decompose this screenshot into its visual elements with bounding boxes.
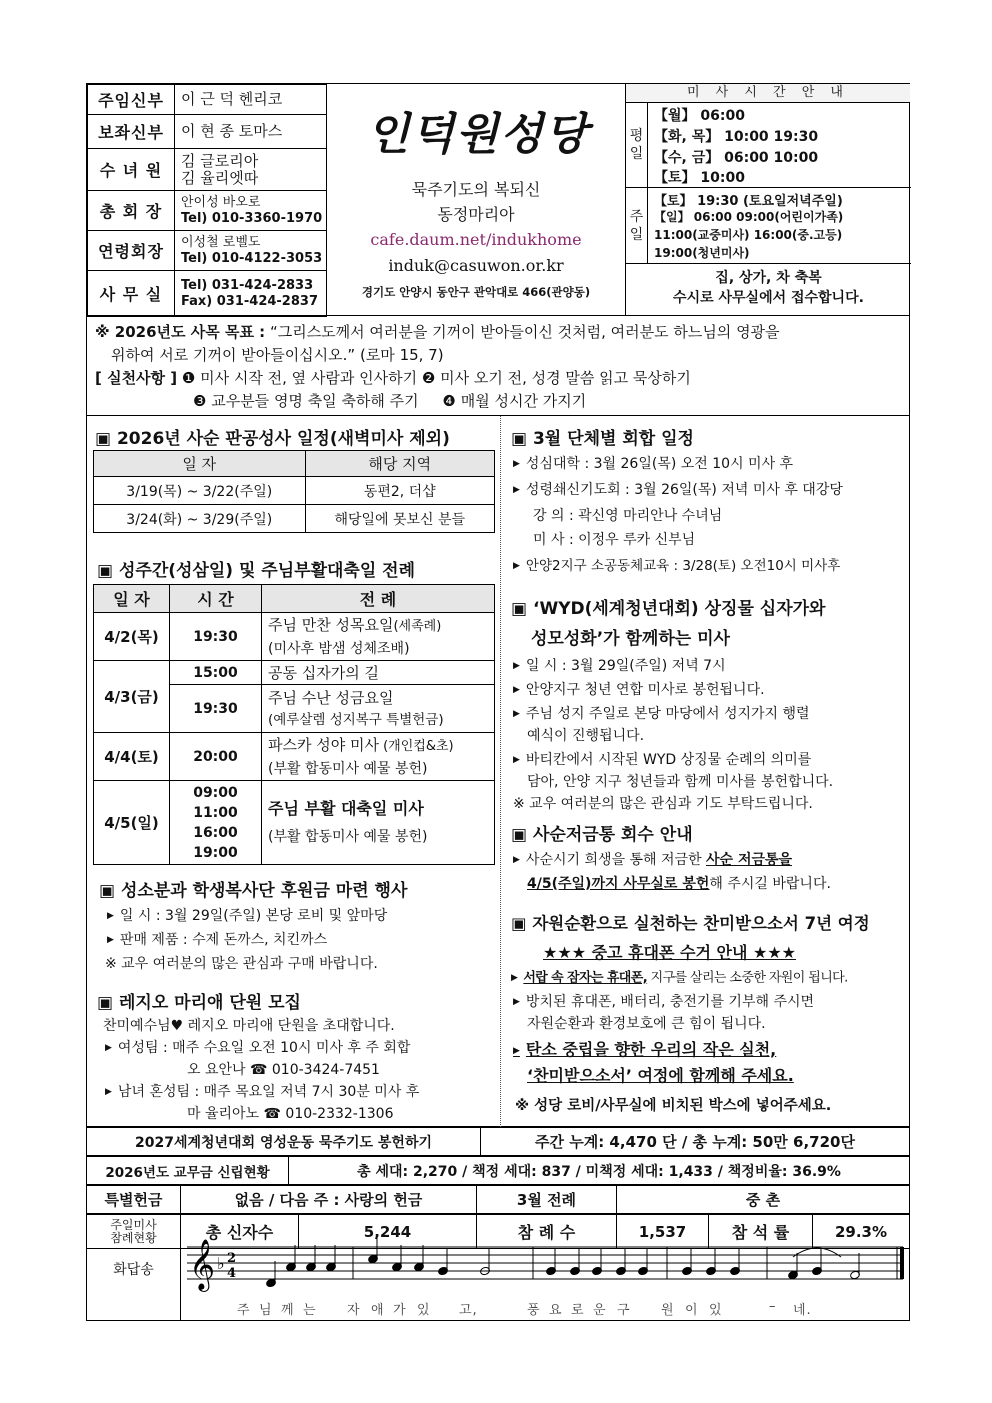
staff-name: 이 현 종 토마스 bbox=[175, 115, 327, 149]
patron-line: 동정마리아 bbox=[437, 205, 515, 224]
staff-phone: Tel) 010-3360-1970 bbox=[181, 210, 323, 226]
lyric-syllable: 있 bbox=[709, 1303, 723, 1318]
cafe-link[interactable]: cafe.daum.net/indukhome bbox=[370, 230, 582, 249]
lyric-syllable: 는 bbox=[303, 1303, 317, 1318]
offering-value: 없음 / 다음 주 : 사랑의 헌금 bbox=[181, 1186, 477, 1214]
rate-label: 참 석 률 bbox=[709, 1215, 813, 1249]
liturgy-note: (개인컵&초) bbox=[378, 738, 454, 754]
bullet-icon: ▶ bbox=[107, 935, 114, 945]
lyric-syllable: 주 bbox=[237, 1303, 251, 1318]
mass-row: 【토】 19:30 (토요일저녁주일) bbox=[654, 194, 843, 209]
bullet-icon: ▶ bbox=[513, 855, 520, 865]
liturgy-note: (미사후 밤샘 성체조배) bbox=[268, 640, 410, 657]
date-cell: 4/4(토) bbox=[94, 733, 170, 781]
holyweek-title: ▣ 성주간(성삼일) 및 주님부활대축일 전례 bbox=[97, 561, 416, 581]
svg-text:4: 4 bbox=[227, 1266, 237, 1281]
wyd-item: 담아, 안양 지구 청년들과 함께 미사를 봉헌합니다. bbox=[527, 774, 834, 790]
phone-title: ▣ 자원순환으로 실천하는 찬미받으소서 7년 여정 bbox=[511, 914, 870, 933]
mass-row: 19:00(청년미사) bbox=[654, 246, 750, 260]
mass-title: 미 사 시 간 안 내 bbox=[626, 84, 910, 103]
staff-role: 보좌신부 bbox=[88, 115, 175, 149]
confession-table bbox=[93, 450, 495, 533]
lyric-syllable: 자 bbox=[347, 1303, 361, 1318]
wyd-item: 주님 성지 주일로 본당 마당에서 성지가지 행렬 bbox=[525, 706, 810, 722]
table-cell: 해당일에 못보신 분들 bbox=[305, 505, 494, 533]
phone-note: ※ 성당 로비/사무실에 비치된 박스에 넣어주세요. bbox=[515, 1098, 832, 1114]
march-item: 성심대학 : 3월 26일(목) 오전 10시 미사 후 bbox=[525, 456, 794, 472]
bullet-icon: ▶ bbox=[105, 1087, 112, 1097]
goal-text: 위하여 서로 기꺼이 받아들이십시오.” (로마 15, 7) bbox=[111, 346, 444, 364]
phone-text: 방치된 휴대폰, 배터리, 충전기를 기부해 주시면 bbox=[525, 994, 815, 1010]
header bbox=[86, 83, 910, 316]
blessing-line: 집, 상가, 차 축복 bbox=[715, 270, 822, 286]
staff-phone: Tel) 010-4122-3053 bbox=[181, 250, 323, 266]
church-info bbox=[327, 84, 625, 316]
bullet-icon: ▶ bbox=[513, 561, 520, 571]
mass-row: 11:00(교중미사) 16:00(중.고등) bbox=[654, 228, 843, 242]
practice-item: ❶ 미사 시작 전, 옆 사람과 인사하기 bbox=[181, 369, 418, 387]
bullet-icon: ▶ bbox=[513, 755, 520, 765]
attend-label: 참례현황 bbox=[110, 1230, 157, 1245]
office-tel: Tel) 031-424-2833 bbox=[181, 277, 314, 293]
right-column bbox=[505, 416, 911, 1127]
dues-value: 총 세대: 2,270 / 책정 세대: 837 / 미책정 세대: 1,433 / 책정비율: 36.9% bbox=[289, 1157, 910, 1185]
wyd-item: 일 시 : 3월 29일(주일) 저녁 7시 bbox=[525, 658, 726, 674]
weekday-label: 평일 bbox=[626, 103, 648, 187]
pastoral-goal bbox=[86, 316, 910, 416]
lentbox-emph: 4/5(주일)까지 사무실로 봉헌 bbox=[527, 876, 710, 892]
bullet-icon: ▶ bbox=[513, 709, 520, 719]
bullet-icon: ▶ bbox=[513, 1045, 520, 1056]
bullet-icon: ▶ bbox=[511, 973, 518, 983]
present-label: 참 례 수 bbox=[477, 1215, 617, 1249]
time-cell: 11:00 bbox=[193, 804, 238, 821]
stats-table bbox=[86, 1127, 910, 1156]
liturgy-name: 주님 수난 성금요일 bbox=[268, 688, 394, 707]
lyric-syllable: 이 bbox=[685, 1303, 699, 1318]
lentbox-emph: 사순 저금통을 bbox=[706, 852, 793, 868]
staff-name: 안이성 바오로 bbox=[181, 194, 261, 210]
legio-intro: 찬미예수님♥ 레지오 마리애 단원을 초대합니다. bbox=[103, 1018, 395, 1034]
fundraise-item: 일 시 : 3월 29일(주일) 본당 로비 및 앞마당 bbox=[119, 908, 388, 924]
wyd-item: 안양지구 청년 연합 미사로 봉헌됩니다. bbox=[525, 682, 765, 698]
staff-role: 총 회 장 bbox=[88, 191, 175, 231]
lyric-syllable: 구 bbox=[617, 1303, 631, 1318]
phone-emph: 탄소 중립을 향한 우리의 작은 실천, bbox=[525, 1040, 777, 1059]
offering-label: 특별헌금 bbox=[87, 1186, 181, 1214]
bullet-icon: ▶ bbox=[107, 911, 114, 921]
liturgy-label: 3월 전례 bbox=[477, 1186, 617, 1214]
patron-line: 묵주기도의 복되신 bbox=[411, 180, 541, 199]
time-cell: 16:00 bbox=[193, 824, 238, 841]
wyd-title: 성모성화’가 함께하는 미사 bbox=[531, 629, 730, 649]
table-cell: 3/19(목) ~ 3/22(주일) bbox=[94, 477, 306, 505]
date-cell: 4/2(목) bbox=[94, 613, 170, 661]
time-cell: 19:30 bbox=[170, 685, 262, 733]
march-detail: 강 의 : 곽신영 마리안나 수녀님 bbox=[533, 508, 723, 524]
legio-title: ▣ 레지오 마리애 단원 모집 bbox=[97, 993, 301, 1013]
bullet-icon: ▶ bbox=[513, 685, 520, 695]
holyweek-table bbox=[93, 584, 495, 865]
total-label: 총 신자수 bbox=[181, 1215, 299, 1249]
table-cell: 3/24(화) ~ 3/29(주일) bbox=[94, 505, 306, 533]
lyric-syllable: 로 bbox=[571, 1303, 585, 1318]
bullet-icon: ▶ bbox=[513, 997, 520, 1007]
legio-contact: 마 율리아노 ☎ 010-2332-1306 bbox=[187, 1106, 394, 1122]
goal-prefix: ※ 2026년도 사목 목표 : bbox=[95, 323, 266, 341]
weekday-mass bbox=[626, 103, 911, 188]
content-body bbox=[86, 416, 910, 1127]
lyric-syllable: – bbox=[769, 1299, 777, 1314]
liturgy-note: (부활 합동미사 예물 봉헌) bbox=[268, 760, 428, 777]
blessing-line: 수시로 사무실에서 접수합니다. bbox=[673, 290, 864, 306]
lyric-syllable: 께 bbox=[281, 1303, 295, 1318]
email-link[interactable]: induk@casuwon.or.kr bbox=[388, 256, 564, 275]
time-cell: 19:30 bbox=[170, 613, 262, 661]
office-fax: Fax) 031-424-2837 bbox=[181, 293, 318, 309]
mass-row: 【화, 목】 10:00 19:30 bbox=[654, 129, 819, 145]
bullet-icon: ▶ bbox=[513, 485, 520, 495]
col-header: 시 간 bbox=[170, 585, 262, 613]
psalm-lyrics bbox=[237, 1299, 887, 1317]
rosary-label: 2027세계청년대회 영성운동 묵주기도 봉헌하기 bbox=[87, 1128, 481, 1156]
mass-schedule bbox=[625, 84, 910, 316]
liturgy-note: (예루살렘 성지복구 특별헌금) bbox=[268, 711, 444, 728]
lyric-syllable: 네. bbox=[793, 1303, 812, 1318]
march-item: 안양2지구 소공동체교육 : 3/28(토) 오전10시 미사후 bbox=[525, 558, 841, 574]
time-cell: 19:00 bbox=[193, 844, 238, 861]
liturgy-note: (세족례) bbox=[393, 618, 442, 634]
sunday-mass bbox=[626, 188, 911, 264]
sunday-label: 주일 bbox=[626, 188, 648, 263]
date-cell: 4/3(금) bbox=[94, 661, 170, 733]
col-header: 일 자 bbox=[94, 585, 170, 613]
staff-name: 김 율리엣따 bbox=[181, 168, 259, 187]
dues-table bbox=[86, 1156, 910, 1185]
lyric-syllable: 운 bbox=[593, 1303, 607, 1318]
svg-text:𝄞: 𝄞 bbox=[189, 1239, 216, 1290]
left-column bbox=[87, 416, 501, 1127]
fundraise-title: ▣ 성소분과 학생복사단 후원금 마련 행사 bbox=[99, 881, 408, 901]
legio-item: 여성팀 : 매주 수요일 오전 10시 미사 후 주 회합 bbox=[117, 1040, 411, 1056]
church-logo: 인덕원성당 bbox=[366, 109, 590, 160]
phone-emph: 서랍 속 잠자는 휴대폰, bbox=[523, 970, 648, 986]
bullet-icon: ▶ bbox=[513, 459, 520, 469]
march-title: ▣ 3월 단체별 회합 일정 bbox=[511, 429, 694, 449]
liturgy-name: 주님 부활 대축일 미사 bbox=[268, 798, 424, 818]
present-value: 1,537 bbox=[617, 1215, 709, 1249]
staff-name: 김 글로리아 bbox=[181, 151, 259, 170]
lyric-syllable: 원 bbox=[661, 1303, 675, 1318]
liturgy-name: 파스카 성야 미사 bbox=[268, 735, 379, 754]
mass-row: 【수, 금】 06:00 10:00 bbox=[654, 150, 819, 166]
bullet-icon: ▶ bbox=[513, 661, 520, 671]
phone-text: 자원순환과 환경보호에 큰 힘이 됩니다. bbox=[527, 1016, 766, 1032]
mass-row: 【토】 10:00 bbox=[654, 170, 745, 186]
table-cell: 동편2, 더샵 bbox=[305, 477, 494, 505]
svg-text:♭: ♭ bbox=[217, 1254, 225, 1273]
staff-role: 연령회장 bbox=[88, 231, 175, 271]
lentbox-text: 해 주시길 바랍니다. bbox=[709, 876, 831, 892]
blessing-notice bbox=[626, 264, 911, 316]
col-header: 해당 지역 bbox=[305, 451, 494, 477]
fundraise-item: 판매 제품 : 수제 돈까스, 치킨까스 bbox=[119, 932, 328, 948]
time-cell: 09:00 bbox=[193, 784, 238, 801]
lyric-syllable: 가 bbox=[393, 1303, 407, 1318]
phone-emph: ‘찬미받으소서’ 여정에 함께해 주세요. bbox=[527, 1066, 794, 1085]
col-header: 일 자 bbox=[94, 451, 306, 477]
wyd-item: 예식이 진행됩니다. bbox=[527, 728, 645, 744]
date-cell: 4/5(일) bbox=[94, 781, 170, 865]
wyd-title: ▣ ‘WYD(세계청년대회) 상징물 십자가와 bbox=[511, 599, 826, 619]
attend-label: 주일미사 bbox=[110, 1217, 157, 1232]
svg-text:2: 2 bbox=[227, 1251, 237, 1266]
time-cell: 20:00 bbox=[170, 733, 262, 781]
legio-item: 남녀 혼성팀 : 매주 목요일 저녁 7시 30분 미사 후 bbox=[117, 1084, 420, 1100]
wyd-item: 바티칸에서 시작된 WYD 상징물 순례의 의미를 bbox=[525, 752, 812, 768]
col-header: 전 례 bbox=[262, 585, 495, 613]
lyric-syllable: 풍 bbox=[527, 1303, 541, 1318]
legio-contact: 오 요안나 ☎ 010-3424-7451 bbox=[187, 1062, 380, 1078]
staff-role: 수 녀 원 bbox=[88, 149, 175, 191]
practice-item: ❸ 교우분들 영명 축일 축하해 주기 bbox=[193, 392, 419, 410]
total-value: 5,244 bbox=[299, 1215, 477, 1249]
march-item: 성령쇄신기도회 : 3월 26일(목) 저녁 미사 후 대강당 bbox=[525, 482, 843, 498]
liturgy-name: 주님 만찬 성목요일 bbox=[268, 615, 394, 634]
lentbox-title: ▣ 사순저금통 회수 안내 bbox=[511, 825, 693, 845]
rate-value: 29.3% bbox=[813, 1215, 910, 1249]
practice-item: ❹ 매월 성시간 가지기 bbox=[442, 392, 587, 410]
practice-label: [ 실천사항 ] bbox=[95, 369, 178, 387]
bullet-icon: ▶ bbox=[105, 1043, 112, 1053]
lyric-syllable: 애 bbox=[371, 1303, 385, 1318]
practice-item: ❷ 미사 오기 전, 성경 말씀 읽고 묵상하기 bbox=[421, 369, 691, 387]
liturgy-value: 중 촌 bbox=[617, 1186, 910, 1214]
lyric-syllable: 요 bbox=[549, 1303, 563, 1318]
liturgy-name: 공동 십자가의 길 bbox=[262, 661, 495, 685]
rosary-value: 주간 누계: 4,470 단 / 총 누계: 50만 6,720단 bbox=[481, 1128, 910, 1156]
goal-text: “그리스도께서 여러분을 기꺼이 받아들이신 것처럼, 여러분도 하느님의 영광을 bbox=[265, 323, 780, 341]
staff-role: 주임신부 bbox=[88, 85, 175, 115]
mass-row: 【월】 06:00 bbox=[654, 108, 745, 124]
psalm-label: 화답송 bbox=[87, 1217, 181, 1320]
march-detail: 미 사 : 이정우 루카 신부님 bbox=[533, 532, 696, 548]
lyric-syllable: 있 bbox=[417, 1303, 431, 1318]
liturgy-note: (부활 합동미사 예물 봉헌) bbox=[268, 828, 428, 845]
staff-table bbox=[87, 84, 327, 316]
lyric-syllable: 님 bbox=[259, 1303, 273, 1318]
phone-text: 지구를 살리는 소중한 자원이 됩니다. bbox=[647, 970, 848, 986]
dues-label: 2026년도 교무금 신립현황 bbox=[87, 1157, 289, 1185]
lentbox-text: 사순시기 희생을 통해 저금한 bbox=[525, 852, 707, 868]
psalm-box bbox=[86, 1217, 910, 1321]
fundraise-note: ※ 교우 여러분의 많은 관심과 구매 바랍니다. bbox=[105, 956, 378, 972]
mass-row: 【일】 06:00 09:00(어린이가족) bbox=[654, 210, 844, 224]
wyd-note: ※ 교우 여러분의 많은 관심과 기도 부탁드립니다. bbox=[513, 796, 813, 812]
offering-table bbox=[86, 1185, 910, 1214]
address: 경기도 안양시 동안구 관악대로 466(관양동) bbox=[361, 285, 591, 299]
lyric-syllable: 고, bbox=[459, 1303, 478, 1318]
staff-name: 이 근 덕 헨리코 bbox=[175, 85, 327, 115]
confession-title: ▣ 2026년 사순 판공성사 일정(새벽미사 제외) bbox=[95, 429, 450, 449]
time-cell: 15:00 bbox=[170, 661, 262, 685]
staff-role: 사 무 실 bbox=[88, 271, 175, 317]
phone-subtitle: ★★★ 중고 휴대폰 수거 안내 ★★★ bbox=[543, 943, 797, 962]
staff-name: 이성철 로벨도 bbox=[181, 234, 261, 250]
